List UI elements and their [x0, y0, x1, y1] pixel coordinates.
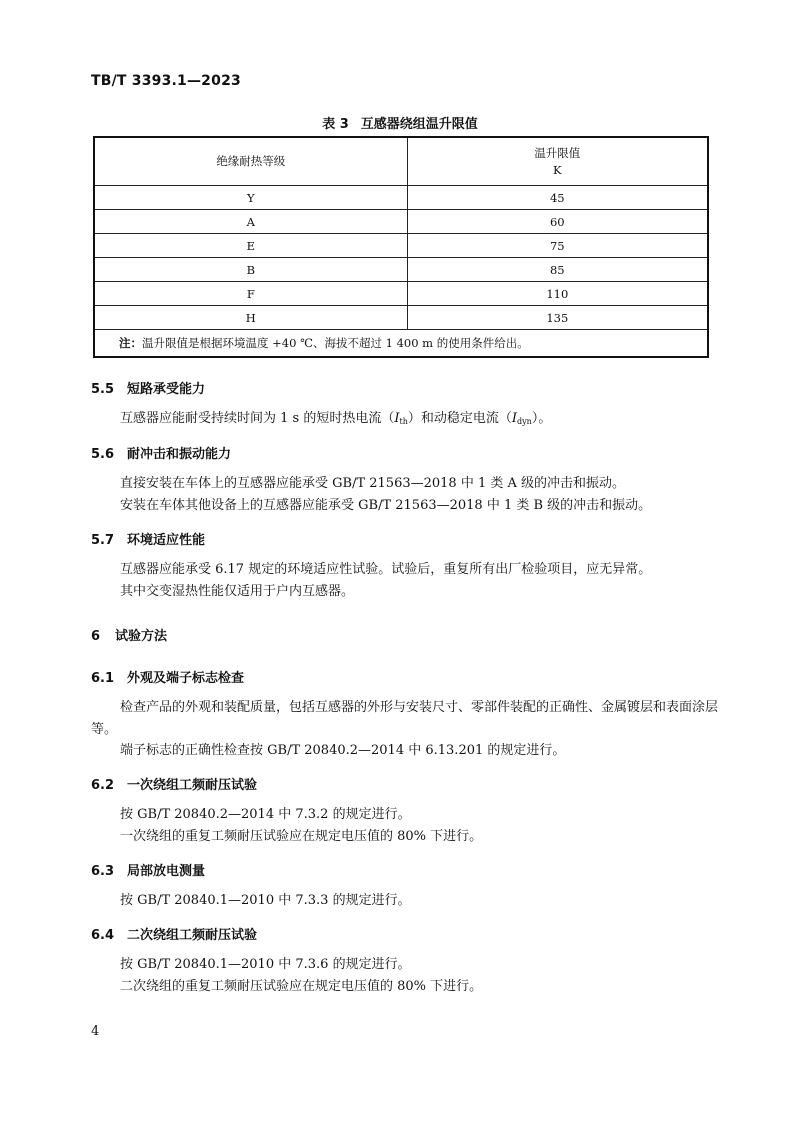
- idyn-subscript: dyn: [517, 417, 532, 426]
- table-row: [94, 186, 708, 210]
- section-6-1-heading: 6.1 外观及端子标志检查: [91, 671, 245, 686]
- section-6-1-paragraph-2: 端子标志的正确性检查按 GB/T 20840.2—2014 中 6.13.201 的规定进行。: [120, 743, 566, 758]
- idyn-symbol: I: [511, 411, 518, 426]
- page-number: 4: [91, 1024, 100, 1039]
- grade-cell: Y: [94, 186, 407, 210]
- ith-symbol: I: [394, 411, 400, 426]
- table-row: [94, 282, 708, 306]
- grade-cell: E: [94, 234, 407, 258]
- grade-cell: B: [94, 258, 407, 282]
- section-6-2-paragraph-1: 按 GB/T 20840.2—2014 中 7.3.2 的规定进行。: [120, 807, 411, 822]
- table-row: [94, 234, 708, 258]
- table-row: [94, 210, 708, 234]
- grade-cell: A: [94, 210, 407, 234]
- section-6-3-paragraph-1: 按 GB/T 20840.1—2010 中 7.3.3 的规定进行。: [120, 893, 411, 908]
- ith-subscript: th: [399, 417, 408, 426]
- table-note-text: 温升限值是根据环境温度 +40 ℃、海拔不超过 1 400 m 的使用条件给出。: [142, 336, 529, 350]
- limit-cell: 135: [407, 306, 708, 330]
- section-6-heading: 6 试验方法: [91, 629, 168, 644]
- limit-cell: 75: [407, 234, 708, 258]
- section-6-3-heading: 6.3 局部放电测量: [91, 864, 206, 879]
- table-row: [94, 306, 708, 330]
- grade-cell: F: [94, 282, 407, 306]
- section-6-1-paragraph-1: 检查产品的外观和装配质量，包括互感器的外形与安装尺寸、零部件装配的正确性、金属镀层和表面涂层等。: [91, 700, 719, 737]
- column-header-limit-unit: K: [553, 162, 562, 177]
- table-caption: [0, 113, 800, 132]
- limit-cell: 45: [407, 186, 708, 210]
- section-5-6-paragraph-1: 直接安装在车体上的互感器应能承受 GB/T 21563—2018 中 1 类 A 级的冲击和振动。: [120, 476, 626, 491]
- section-5-5-heading: 5.5 短路承受能力: [91, 382, 206, 397]
- section-5-5-paragraph: 互感器应能耐受持续时间为 1 s 的短时热电流$(I_{th})$和动稳定电流$(I_{dyn})$。: [120, 411, 552, 426]
- section-6-4-heading: 6.4 二次绕组工频耐压试验: [91, 928, 258, 943]
- temperature-rise-table: [93, 136, 709, 358]
- table-row: [94, 258, 708, 282]
- limit-cell: 85: [407, 258, 708, 282]
- column-header-grade: 绝缘耐热等级: [94, 137, 407, 186]
- table-note: [94, 330, 708, 358]
- grade-cell: H: [94, 306, 407, 330]
- column-header-limit-label: 温升限值: [534, 145, 581, 160]
- table-note-row: [94, 330, 708, 358]
- document-code: TB/T 3393.1—2023: [91, 73, 241, 89]
- limit-cell: 110: [407, 282, 708, 306]
- section-5-7-paragraph-1: 互感器应能承受 6.17 规定的环境适应性试验。试验后，重复所有出厂检验项目，应无异常。: [120, 562, 652, 577]
- section-5-6-heading: 5.6 耐冲击和振动能力: [91, 447, 232, 462]
- section-5-6-paragraph-2: 安装在车体其他设备上的互感器应能承受 GB/T 21563—2018 中 1 类 B 级的冲击和振动。: [120, 498, 652, 513]
- section-6-4-paragraph-2: 二次绕组的重复工频耐压试验应在规定电压值的 80% 下进行。: [120, 979, 483, 994]
- section-6-4-paragraph-1: 按 GB/T 20840.1—2010 中 7.3.6 的规定进行。: [120, 957, 411, 972]
- column-header-limit: [407, 137, 708, 186]
- section-5-7-heading: 5.7 环境适应性能: [91, 533, 206, 548]
- table-note-label: 注：: [119, 336, 142, 350]
- section-6-2-heading: 6.2 一次绕组工频耐压试验: [91, 778, 258, 793]
- section-5-7-paragraph-2: 其中交变湿热性能仅适用于户内互感器。: [120, 584, 355, 599]
- limit-cell: 60: [407, 210, 708, 234]
- table-caption-number: 表 3: [322, 117, 349, 132]
- section-6-2-paragraph-2: 一次绕组的重复工频耐压试验应在规定电压值的 80% 下进行。: [120, 829, 483, 844]
- table-caption-title: 互感器绕组温升限值: [360, 117, 478, 132]
